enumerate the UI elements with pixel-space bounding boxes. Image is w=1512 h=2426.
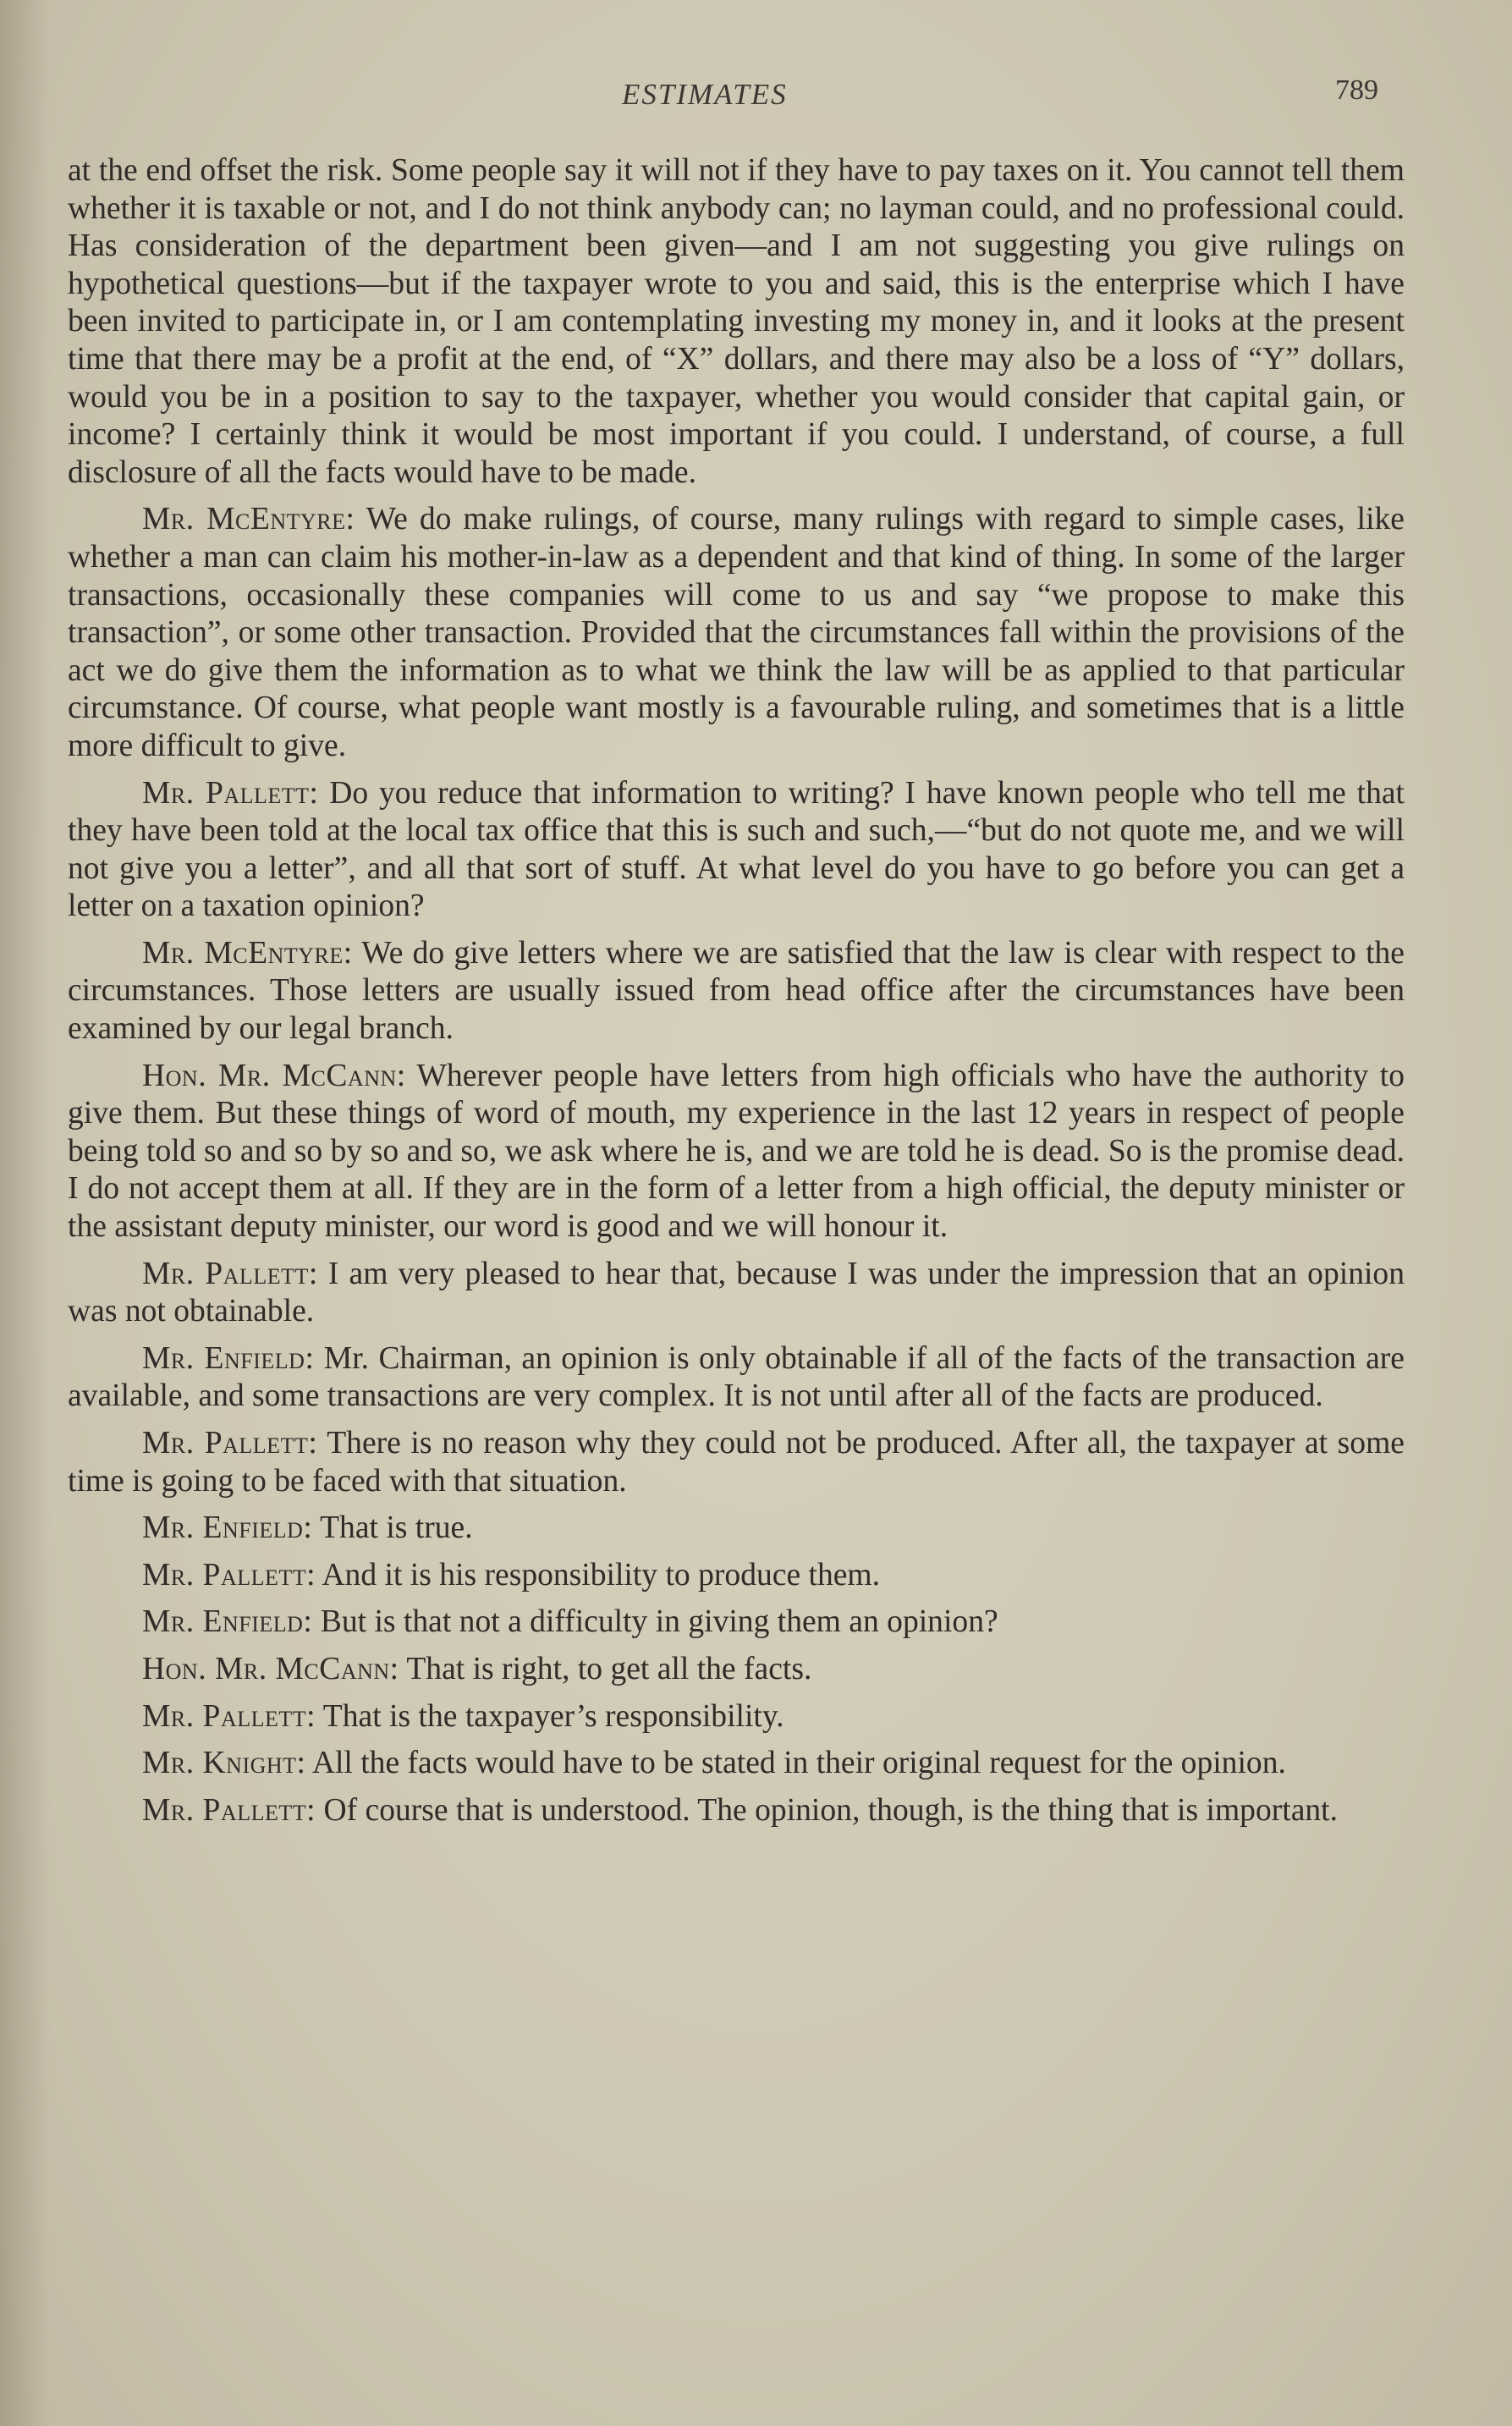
speaker-name: Mr. Pallett:	[142, 1426, 318, 1461]
paragraph-text: Wherever people have letters from high officials who have the authority to give them. But these things of word of mouth, my experience in the last 12 years in respect of people being told so and so by so and so, we ask where he is, and we are told he is dead. So is the promise dead. I do not accept them at all. If they are in the form of a letter from a high official, the deputy minister or the assistant deputy minister, our word is good and we will honour it.	[68, 1058, 1405, 1245]
paragraph-text: I am very pleased to hear that, because I was under the impression that an opinion was not obtainable.	[68, 1256, 1405, 1329]
paragraph	[68, 1256, 1405, 1331]
paragraph-text: But is that not a difficulty in giving them an opinion?	[320, 1604, 998, 1640]
speaker-name: Mr. Knight:	[142, 1746, 306, 1781]
paragraph-text: That is the taxpayer’s responsibility.	[322, 1698, 784, 1734]
paragraph	[68, 775, 1405, 926]
paragraph-text: Do you reduce that information to writing? I have known people who tell me that they have been told at the local tax office that this is such and such,—“but do not quote me, and we will not give you a letter”, and all that sort of stuff. At what level do you have to go before you can get a letter on a taxation opinion?	[68, 775, 1405, 924]
running-head: ESTIMATES	[622, 78, 788, 111]
speaker-name: Mr. Enfield:	[142, 1340, 315, 1376]
page-edge-shadow	[0, 0, 51, 2426]
paragraph-text: There is no reason why they could not be produced. After all, the taxpayer at some time is going to be faced with that situation.	[68, 1426, 1405, 1499]
paragraph-text: Of course that is understood. The opinion, though, is the thing that is important.	[323, 1792, 1339, 1828]
paragraph	[68, 1425, 1405, 1500]
paragraph	[68, 1604, 1405, 1642]
speaker-name: Mr. Pallett:	[142, 1256, 318, 1291]
page-header	[0, 74, 1512, 125]
paragraph	[68, 935, 1405, 1048]
paragraph-text: That is right, to get all the facts.	[406, 1651, 812, 1686]
page-number: 789	[1335, 74, 1378, 106]
speaker-name: Mr. Enfield:	[142, 1510, 313, 1546]
transcript-body	[68, 152, 1405, 1839]
paragraph-text: We do make rulings, of course, many rulings with regard to simple cases, like whether a man can claim his mother-in-law as a dependent and that kind of thing. In some of the larger transactions, occasionally these companies will come to us and say “we propose to make this transaction”, or some other transaction. Provided that the circumstances fall within the provisions of the act we do give them the information as to what we think the law will be as applied to that particular circumstance. Of course, what people want mostly is a favourable ruling, and sometimes that is a little more difficult to give.	[68, 502, 1405, 763]
speaker-name: Hon. Mr. McCann:	[142, 1058, 406, 1093]
paragraph-text: That is true.	[320, 1510, 473, 1546]
paragraph	[68, 1510, 1405, 1548]
paragraph	[68, 1557, 1405, 1595]
paragraph	[68, 1792, 1405, 1830]
speaker-name: Mr. Pallett:	[142, 775, 319, 811]
paragraph	[68, 1340, 1405, 1416]
paragraph-text: We do give letters where we are satisfied that the law is clear with respect to the circumstances. Those letters are usually issued from head office after the circumstances have been examined by our legal branch.	[68, 935, 1405, 1047]
paragraph-text: And it is his responsibility to produce them.	[322, 1557, 881, 1593]
speaker-name: Mr. Pallett:	[142, 1792, 316, 1828]
paragraph-text: Mr. Chairman, an opinion is only obtainable if all of the facts of the transaction are available, and some transactions are very complex. It is not until after all of the facts are produced.	[68, 1340, 1405, 1414]
speaker-name: Mr. McEntyre:	[142, 935, 353, 971]
paragraph	[68, 1698, 1405, 1736]
speaker-name: Mr. Pallett:	[142, 1698, 316, 1734]
speaker-name: Mr. McEntyre:	[142, 502, 355, 537]
speaker-name: Mr. Pallett:	[142, 1557, 316, 1593]
speaker-name: Mr. Enfield:	[142, 1604, 313, 1640]
speaker-name: Hon. Mr. McCann:	[142, 1651, 399, 1686]
paragraph-text: at the end offset the risk. Some people say it will not if they have to pay taxes on it. You cannot tell them whether it is taxable or not, and I do not think anybody can; no layman could, and no professional could. Has consideration of the department been given—and I am not suggesting you give rulings on hypothetical questions—but if the taxpayer wrote to you and said, this is the enterprise which I have been invited to participate in, or I am contemplating investing my money in, and it looks at the present time that there may be a profit at the end, of “X” dollars, and there may also be a loss of “Y” dollars, would you be in a position to say to the taxpayer, whether you would consider that capital gain, or income? I certainly think it would be most important if you could. I understand, of course, a full disclosure of all the facts would have to be made.	[68, 153, 1405, 490]
paragraph	[68, 152, 1405, 492]
paragraph-text: All the facts would have to be stated in their original request for the opinion.	[311, 1746, 1286, 1781]
paragraph	[68, 501, 1405, 765]
paragraph	[68, 1058, 1405, 1246]
paragraph	[68, 1745, 1405, 1783]
paragraph	[68, 1651, 1405, 1689]
